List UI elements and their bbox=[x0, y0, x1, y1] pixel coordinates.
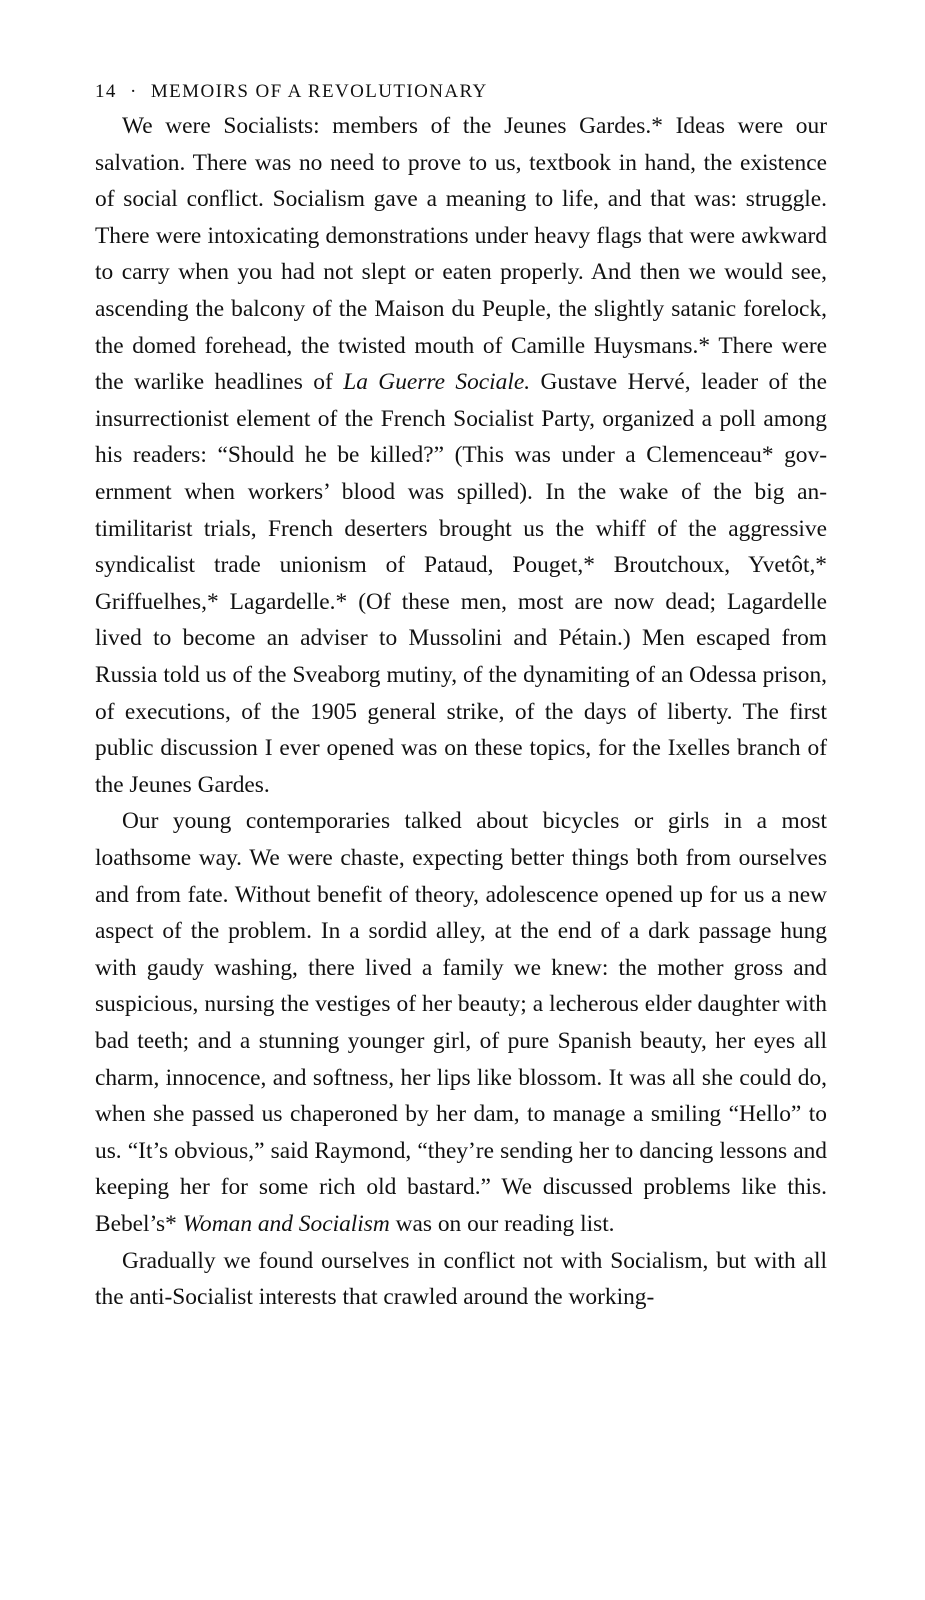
book-title: MEMOIRS OF A REVOLUTIONARY bbox=[150, 81, 488, 102]
paragraph-text: We were Socialists: members of the Jeunes Gardes.* Ideas were our salvation. There was no need to prove to us, textbook in hand, the existence of social conflict. Socialism gave a meaning to life, and that was: struggle. There were intoxicating demonstrations under heavy flags that were awkward to carry when you had not slept or eaten properly. And then we would see, ascending the balcony of the Maison du Peuple, the slightly satanic forelock, the domed forehead, the twisted mouth of Camille Huysmans.* There were the warlike headlines of bbox=[95, 113, 827, 396]
paragraph-text: Gustave Hervé, leader of the insurrectionist element of the French Socialist Party, organized a poll among his readers: “Should he be killed?” (This was under a Clemenceau* government when workers’ blood was spilled). In the wake of the big antimilitarist trials, French deserters brought us the whiff of the aggressive syndicalist trade unionism of Pataud, Pouget,* Broutchoux, Yvetôt,* Griffuelhes,* Lagardelle.* (Of these men, most are now dead; Lagardelle lived to become an adviser to Mussolini and Pétain.) Men escaped from Russia told us of the Sveaborg mutiny, of the dynamiting of an Odessa prison, of executions, of the 1905 general strike, of the days of liberty. The first public discussion I ever opened was on these topics, for the Ixelles branch of the Jeunes Gardes. bbox=[95, 369, 827, 798]
book-page bbox=[95, 78, 827, 1316]
paragraph bbox=[95, 108, 827, 803]
paragraph-text: Our young contemporaries talked about bicycles or girls in a most loathsome way. We were chaste, expecting better things both from ourselves and from fate. Without benefit of theory, adolescence opened up for us a new aspect of the problem. In a sordid alley, at the end of a dark passage hung with gaudy washing, there lived a family we knew: the mother gross and suspicious, nursing the vestiges of her beauty; a lecherous elder daughter with bad teeth; and a stunning younger girl, of pure Spanish beauty, her eyes all charm, innocence, and softness, her lips like blossom. It was all she could do, when she passed us chaperoned by her dam, to manage a smiling “Hello” to us. “It’s obvious,” said Raymond, “they’re sending her to dancing lessons and keeping her for some rich old bastard.” We discussed problems like this. Bebel’s* bbox=[95, 808, 827, 1237]
running-head bbox=[95, 78, 827, 106]
paragraph bbox=[95, 1243, 827, 1316]
italic-title-la-guerre-sociale: La Guerre Sociale. bbox=[343, 369, 531, 396]
paragraph bbox=[95, 803, 827, 1242]
paragraph-text: was on our reading list. bbox=[389, 1211, 615, 1237]
italic-title-woman-and-socialism: Woman and Socialism bbox=[182, 1211, 390, 1237]
body-text bbox=[95, 108, 827, 1316]
page-number: 14 bbox=[95, 81, 117, 102]
paragraph-text: Gradually we found ourselves in conflict not with Socialism, but with all the anti-Socialist interests that crawled around the working- bbox=[95, 1247, 827, 1311]
running-head-separator: · bbox=[129, 81, 138, 102]
